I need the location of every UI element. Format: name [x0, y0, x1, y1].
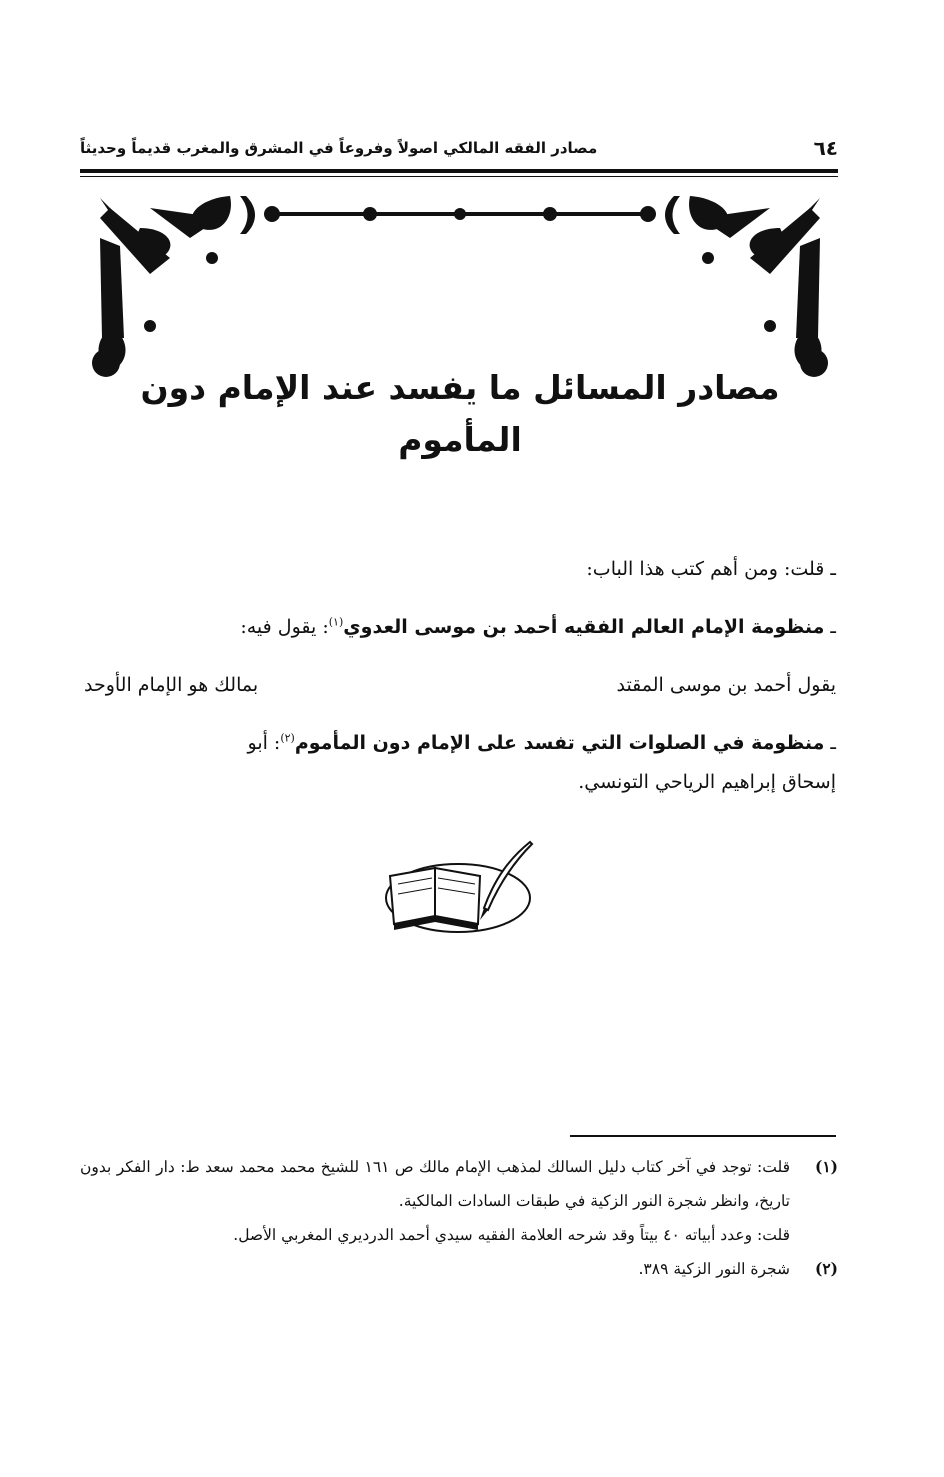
- item-1-rest: : يقول فيه:: [240, 616, 329, 638]
- header-rule-thin: [80, 176, 838, 177]
- item-2-continuation: إسحاق إبراهيم الرياحي التونسي.: [578, 771, 836, 793]
- page-number: ٦٤: [813, 136, 838, 160]
- intro-line: ـ قلت: ومن أهم كتب هذا الباب:: [586, 558, 836, 580]
- item-1-title: منظومة الإمام العالم الفقيه أحمد بن موسى العدوي: [343, 616, 825, 638]
- page-header: [80, 128, 838, 168]
- verse-first-hemistich: يقول أحمد بن موسى المقتد: [616, 674, 836, 696]
- item-2-rest: : أبو: [247, 732, 281, 754]
- body-text: [84, 540, 836, 802]
- verse-line: [84, 656, 836, 714]
- footnote-2-line-1: شجرة النور الزكية ٣٨٩.: [638, 1260, 790, 1278]
- footnote-1-line-1: قلت: توجد في آخر كتاب دليل السالك لمذهب الإمام مالك ص ١٦١ للشيخ محمد محمد سعد ط: دار الفكر بدون تاريخ، وانظر شجرة النور الزكية في طبقات السادات المالكية.: [80, 1158, 791, 1210]
- footnote-1-mark: (١): [814, 1157, 838, 1176]
- footnote-separator: [570, 1135, 836, 1137]
- footnotes: [80, 1150, 838, 1286]
- header-rule: [80, 169, 838, 173]
- footnote-2-mark: (٢): [814, 1259, 838, 1278]
- verse-second-hemistich: بمالك هو الإمام الأوحد: [84, 674, 259, 696]
- item-2-title: منظومة في الصلوات التي تفسد على الإمام دون المأموم: [294, 732, 825, 754]
- book-and-quill-icon: [380, 838, 540, 938]
- footnote-1: [80, 1150, 838, 1252]
- footnote-ref-1: (١): [328, 615, 344, 629]
- footnote-2: [80, 1252, 838, 1286]
- item-2-dash: ـ: [824, 732, 836, 754]
- item-1: [84, 598, 836, 656]
- item-1-dash: ـ: [824, 616, 836, 638]
- footnote-1-line-2: قلت: وعدد أبياته ٤٠ بيتاً وقد شرحه العلامة الفقيه سيدي أحمد الدرديري المغربي الأصل.: [233, 1226, 790, 1244]
- running-title: مصادر الفقه المالكي اصولاً وفروعاً في المشرق والمغرب قديماً وحديثاً: [80, 139, 598, 157]
- footnote-ref-2: (٢): [280, 731, 295, 745]
- chapter-title: مصادر المسائل ما يفسد عند الإمام دون المأموم: [140, 368, 780, 459]
